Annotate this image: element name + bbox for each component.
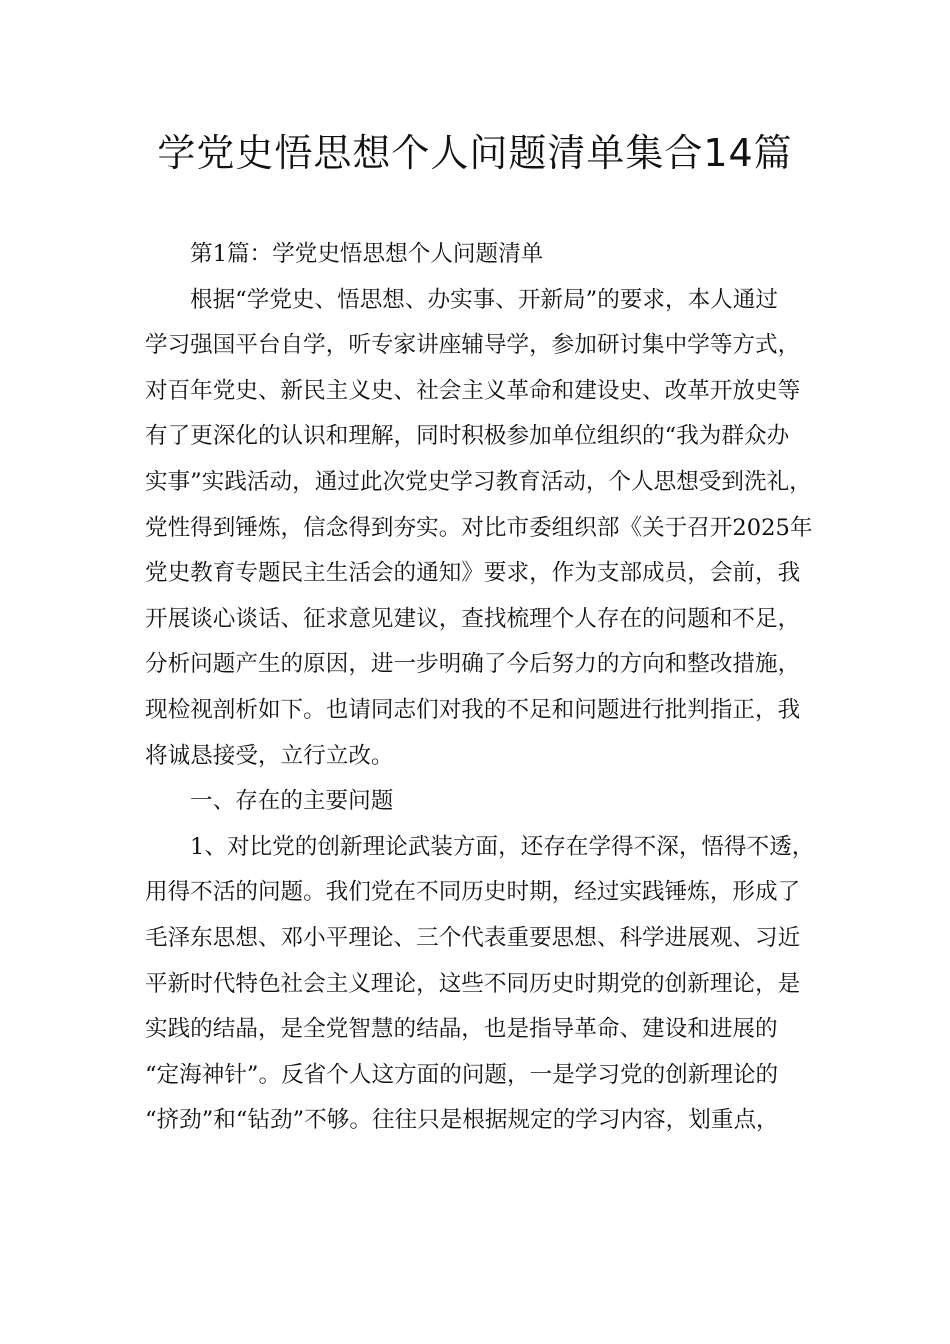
text-line: 将诚恳接受，立行立改。 [145,742,394,769]
text-line: 实事”实践活动，通过此次党史学习教育活动，个人思想受到洗礼， [145,468,812,495]
text-line: 分析问题产生的原因，进一步明确了今后努力的方向和整改措施， [145,651,801,678]
text-line: 毛泽东思想、邓小平理论、三个代表重要思想、科学进展观、习近 [145,924,801,951]
text-line: 党性得到锤炼，信念得到夯实。对比市委组织部《关于召开2025年 [145,514,813,541]
text-line: 根据“学党史、悟思想、办实事、开新局”的要求，本人通过 [190,286,778,313]
text-line: 一、存在的主要问题 [190,788,394,815]
text-line: 开展谈心谈话、征求意见建议，查找梳理个人存在的问题和不足， [145,605,801,632]
document-body [145,232,825,1144]
text-line: 平新时代特色社会主义理论，这些不同历史时期党的创新理论，是 [145,970,801,997]
text-line: 实践的结晶，是全党智慧的结晶，也是指导革命、建设和进展的 [145,1016,778,1043]
text-line: 党史教育专题民主生活会的通知》要求，作为支部成员，会前，我 [145,560,801,587]
text-line: “挤劲”和“钻劲”不够。往往只是根据规定的学习内容，划重点， [145,1107,779,1134]
text-line: 学习强国平台自学，听专家讲座辅导学，参加研讨集中学等方式， [145,332,801,359]
text-line: 现检视剖析如下。也请同志们对我的不足和问题进行批判指正，我 [145,696,801,723]
document-title: 学党史悟思想个人问题清单集合14篇 [157,131,793,175]
text-line: 用得不活的问题。我们党在不同历史时期，经过实践锤炼，形成了 [145,879,801,906]
text-line: 对百年党史、新民主义史、社会主义革命和建设史、改革开放史等 [145,377,801,404]
text-line: 有了更深化的认识和理解，同时积极参加单位组织的“我为群众办 [145,423,790,450]
text-line: “定海神针”。反省个人这方面的问题，一是学习党的创新理论的 [145,1061,779,1088]
text-line: 1、对比党的创新理论武装方面，还存在学得不深，悟得不透， [190,833,815,860]
text-line: 第1篇：学党史悟思想个人问题清单 [190,241,544,267]
